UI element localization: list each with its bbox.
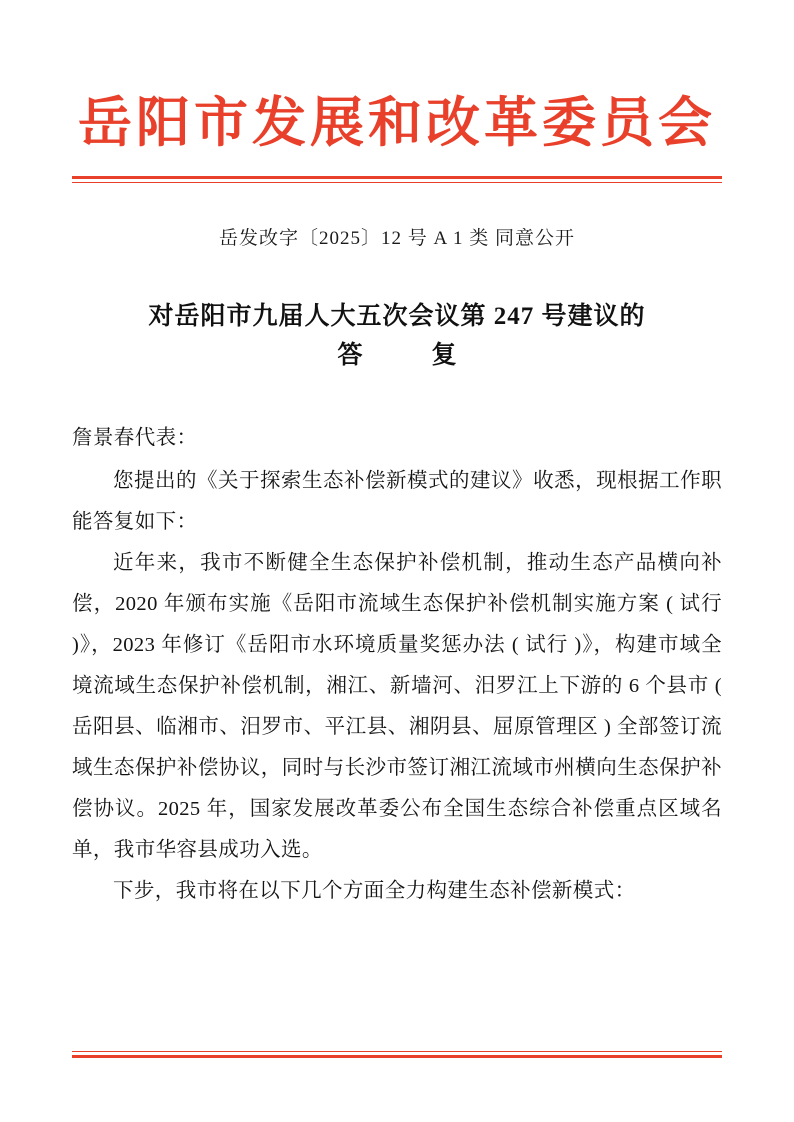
issuing-organization-title: 岳阳市发展和改革委员会 <box>78 93 716 153</box>
header-rule-group <box>72 176 722 183</box>
footer-rule-thin <box>72 1051 722 1052</box>
salutation: 詹景春代表： <box>72 426 198 449</box>
letterhead <box>72 92 722 154</box>
document-title-line-1: 对岳阳市九届人大五次会议第 247 号建议的 <box>148 303 646 331</box>
document-number: 岳发改字〔2025〕12 号 A 1 类 同意公开 <box>219 228 575 250</box>
document-body <box>72 418 722 912</box>
footer-rule-group <box>72 1051 722 1058</box>
body-paragraph-1: 您提出的《关于探索生态补偿新模式的建议》收悉，现根据工作职能答复如下： <box>72 469 722 533</box>
header-rule-thick <box>72 176 722 179</box>
body-paragraph-3: 下步，我市将在以下几个方面全力构建生态补偿新模式： <box>113 879 636 902</box>
document-title <box>72 298 722 376</box>
body-paragraph-2: 近年来，我市不断健全生态保护补偿机制，推动生态产品横向补偿，2020 年颁布实施《岳阳市流域生态保护补偿机制实施方案 ( 试行 )》，2023 年修订《岳阳市水环境质量奖惩办法 ( 试行 )》，构建市域全境流域生态保护补偿机制，湘江、新墙河、汨罗江上下游的 6 个县市 ( 岳阳县、临湘市、汨罗市、平江县、湘阴县、屈原管理区 ) 全部签订流域生态保护补偿协议，同时与长沙市签订湘江流域市州横向生态保护补偿协议。2025 年，国家发展改革委公布全国生态综合补偿重点区域名单，我市华容县成功入选。 <box>72 551 722 861</box>
header-rule-thin <box>72 182 722 183</box>
footer-rule-thick <box>72 1055 722 1058</box>
document-title-line-2: 答 复 <box>337 341 479 369</box>
